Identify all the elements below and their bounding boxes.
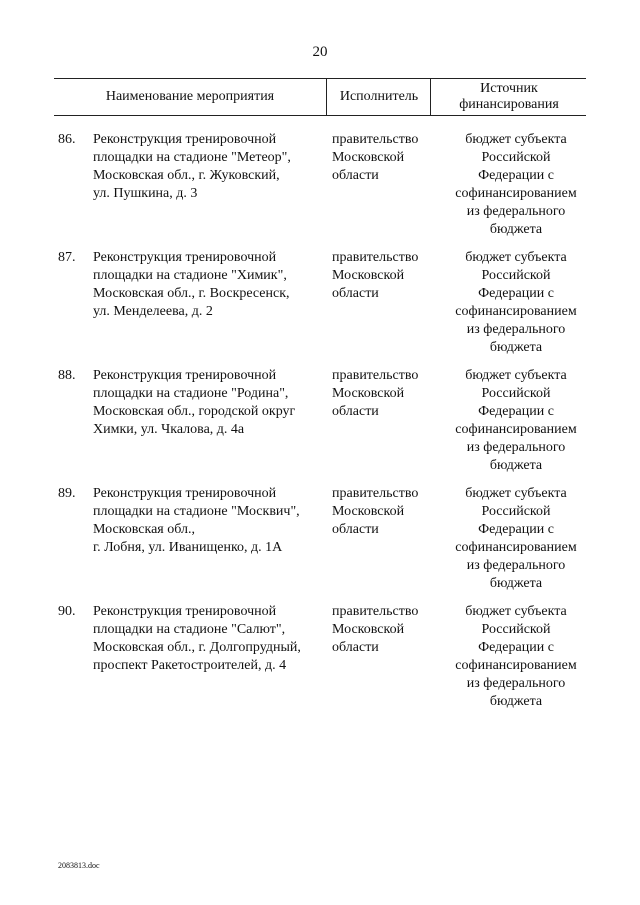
measure-name-cell [93, 485, 327, 557]
row-number: 86. [58, 132, 76, 147]
row-number: 88. [58, 368, 76, 383]
measure-name-cell [93, 367, 327, 439]
table-body [0, 131, 640, 721]
funding-source-line: бюджет субъекта [465, 368, 567, 383]
funding-source-line: софинансированием [455, 658, 577, 673]
funding-source-cell [446, 367, 586, 475]
row-number: 90. [58, 604, 76, 619]
executor-line: правительство [332, 486, 419, 501]
executor-line: области [332, 640, 379, 655]
executor-line: области [332, 404, 379, 419]
measure-name-line: Химки, ул. Чкалова, д. 4а [93, 422, 245, 437]
executor-cell [332, 131, 442, 185]
funding-source-line: бюджет субъекта [465, 604, 567, 619]
header-source-line: финансирования [459, 97, 559, 112]
header-name: Наименование мероприятия [105, 89, 275, 104]
executor-line: правительство [332, 250, 419, 265]
row-number: 87. [58, 250, 76, 265]
funding-source-cell [446, 249, 586, 357]
funding-source-line: бюджет субъекта [465, 132, 567, 147]
executor-line: области [332, 522, 379, 537]
measure-name-line: проспект Ракетостроителей, д. 4 [93, 658, 287, 673]
funding-source-cell [446, 603, 586, 711]
funding-source-line: бюджета [489, 340, 543, 355]
executor-line: Московской [332, 386, 405, 401]
funding-source-cell [446, 485, 586, 593]
measure-name-line: площадки на стадионе "Родина", [93, 386, 289, 401]
page-number: 20 [312, 44, 328, 60]
funding-source-line: Российской [481, 622, 551, 637]
funding-source-line: бюджета [489, 458, 543, 473]
funding-source-line: Российской [481, 268, 551, 283]
funding-source-line: бюджета [489, 576, 543, 591]
measure-name-line: Московская обл., [93, 522, 195, 537]
executor-line: Московской [332, 268, 405, 283]
measure-name-cell [93, 249, 327, 321]
header-executor: Исполнитель [326, 79, 431, 115]
table-row [0, 485, 640, 603]
funding-source-line: бюджета [489, 222, 543, 237]
table-row [0, 131, 640, 249]
table-header [54, 78, 586, 116]
measure-name-line: площадки на стадионе "Салют", [93, 622, 286, 637]
funding-source-line: Российской [481, 504, 551, 519]
executor-line: правительство [332, 368, 419, 383]
executor-line: Московской [332, 622, 405, 637]
funding-source-line: из федерального [466, 204, 566, 219]
executor-line: правительство [332, 132, 419, 147]
header-source-line: Источник [480, 81, 538, 96]
measure-name-line: площадки на стадионе "Метеор", [93, 150, 291, 165]
measure-name-line: г. Лобня, ул. Иванищенко, д. 1А [93, 540, 283, 555]
executor-line: Московской [332, 150, 405, 165]
measure-name-line: площадки на стадионе "Химик", [93, 268, 287, 283]
funding-source-line: Российской [481, 150, 551, 165]
funding-source-line: Федерации с [478, 522, 554, 537]
executor-line: области [332, 168, 379, 183]
funding-source-line: Федерации с [478, 286, 554, 301]
funding-source-line: из федерального [466, 558, 566, 573]
measure-name-line: Московская обл., г. Воскресенск, [93, 286, 290, 301]
measure-name-line: площадки на стадионе "Москвич", [93, 504, 300, 519]
measure-name-line: Реконструкция тренировочной [93, 486, 277, 501]
measure-name-line: Московская обл., г. Жуковский, [93, 168, 280, 183]
funding-source-line: софинансированием [455, 304, 577, 319]
funding-source-cell [446, 131, 586, 239]
measure-name-line: Реконструкция тренировочной [93, 132, 277, 147]
measure-name-line: Реконструкция тренировочной [93, 250, 277, 265]
funding-source-line: из федерального [466, 676, 566, 691]
funding-source-line: бюджет субъекта [465, 486, 567, 501]
executor-cell [332, 249, 442, 303]
funding-source-line: Федерации с [478, 168, 554, 183]
measure-name-line: ул. Пушкина, д. 3 [93, 186, 198, 201]
measure-name-cell [93, 603, 327, 675]
funding-source-line: Федерации с [478, 640, 554, 655]
header-source [430, 79, 587, 115]
row-number: 89. [58, 486, 76, 501]
funding-source-line: Федерации с [478, 404, 554, 419]
funding-source-line: бюджет субъекта [465, 250, 567, 265]
measure-name-line: ул. Менделеева, д. 2 [93, 304, 213, 319]
footer-filename: 2083813.doc [58, 861, 100, 870]
measure-name-line: Московская обл., городской округ [93, 404, 296, 419]
funding-source-line: софинансированием [455, 186, 577, 201]
funding-source-line: Российской [481, 386, 551, 401]
funding-source-line: софинансированием [455, 422, 577, 437]
funding-source-line: бюджета [489, 694, 543, 709]
measure-name-line: Реконструкция тренировочной [93, 368, 277, 383]
executor-cell [332, 603, 442, 657]
table-row [0, 603, 640, 721]
executor-cell [332, 367, 442, 421]
funding-source-line: софинансированием [455, 540, 577, 555]
executor-cell [332, 485, 442, 539]
table-row [0, 367, 640, 485]
executor-line: правительство [332, 604, 419, 619]
table-row [0, 249, 640, 367]
measure-name-line: Московская обл., г. Долгопрудный, [93, 640, 301, 655]
funding-source-line: из федерального [466, 322, 566, 337]
executor-line: области [332, 286, 379, 301]
funding-source-line: из федерального [466, 440, 566, 455]
executor-line: Московской [332, 504, 405, 519]
measure-name-cell [93, 131, 327, 203]
measure-name-line: Реконструкция тренировочной [93, 604, 277, 619]
